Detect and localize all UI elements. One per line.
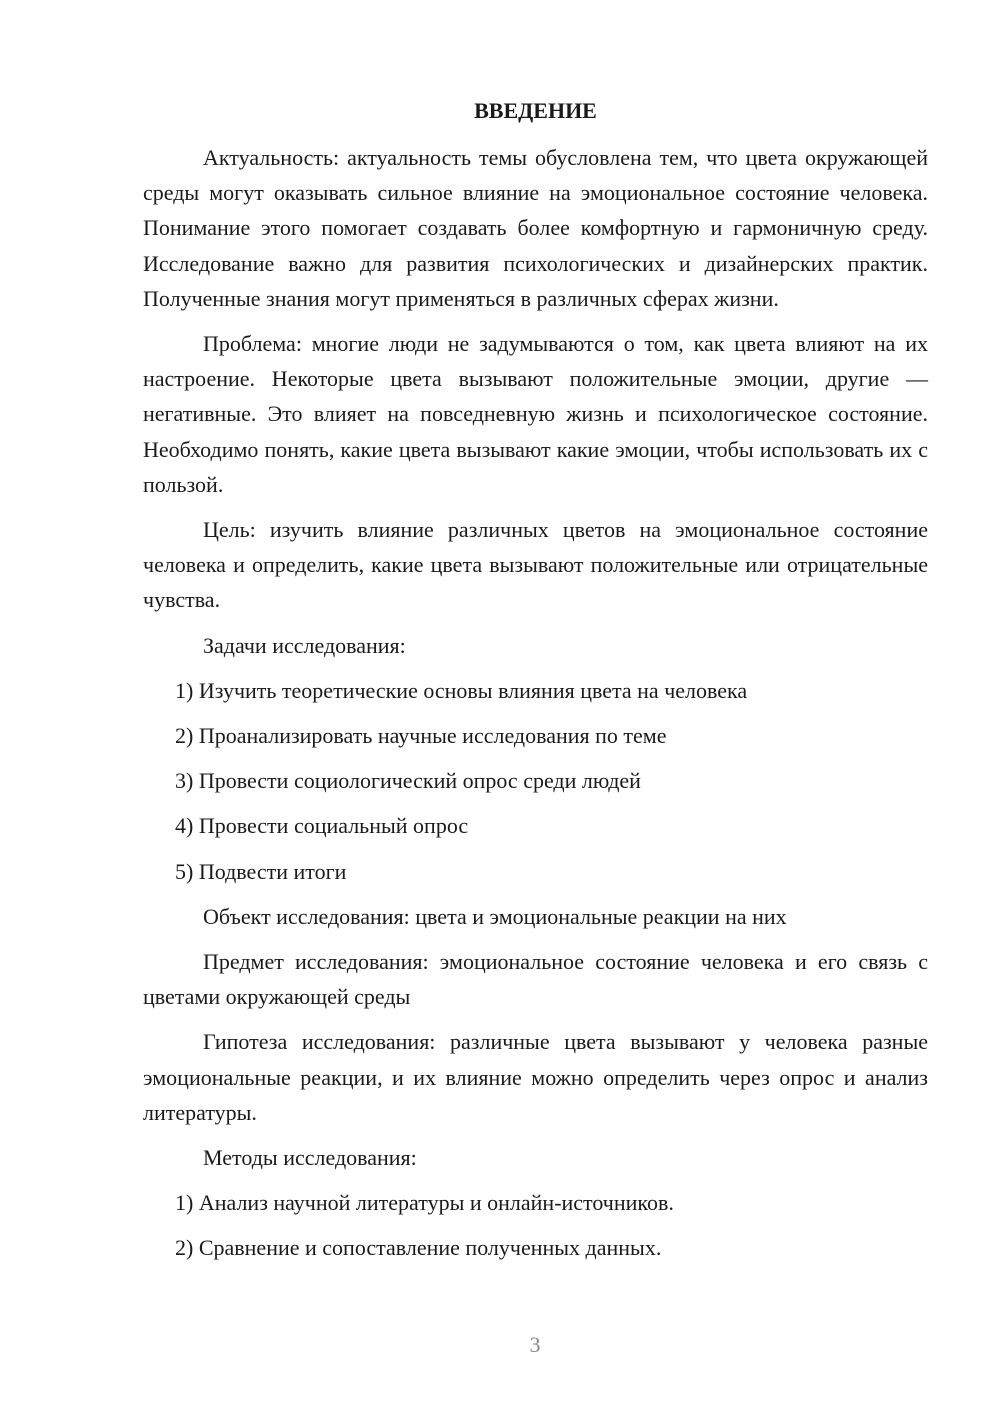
tasks-heading: Задачи исследования: [203,632,406,658]
tasks-list [143,673,928,889]
list-item: 5) Подвести итоги [175,858,347,884]
paragraph-goal: Цель: изучить влияние различных цветов на эмоциональное состояние человека и определить, какие цвета вызывают положительные или отрицательные чувства. [143,517,928,613]
page-title: ВВЕДЕНИЕ [474,98,597,123]
list-item: 1) Изучить теоретические основы влияния цвета на человека [175,677,748,703]
list-item: 3) Провести социологический опрос среди людей [175,768,641,794]
paragraph-object: Объект исследования: цвета и эмоциональные реакции на них [203,903,787,929]
list-item: 2) Сравнение и сопоставление полученных данных. [175,1235,662,1261]
methods-list [143,1185,928,1265]
paragraph-problem: Проблема: многие люди не задумываются о том, как цвета влияют на их настроение. Некоторые цвета вызывают положительные эмоции, другие — негативные. Это влияет на повседневную жизнь и психологическое состояние. Необходимо понять, какие цвета вызывают какие эмоции, чтобы использовать их с пользой. [143,331,928,497]
paragraph-hypothesis: Гипотеза исследования: различные цвета вызывают у человека разные эмоциональные реакции, и их влияние можно определить через опрос и анализ литературы. [143,1029,928,1125]
list-item: 1) Анализ научной литературы и онлайн-источников. [175,1190,674,1216]
paragraph-relevance: Актуальность: актуальность темы обусловлена тем, что цвета окружающей среды могут оказывать сильное влияние на эмоциональное состояние человека. Понимание этого помогает создавать более комфортную и гармоничную среду. Исследование важно для развития психологических и дизайнерских практик. Полученные знания могут применяться в различных сферах жизни. [143,145,928,311]
methods-heading: Методы исследования: [203,1145,417,1171]
paragraph-subject: Предмет исследования: эмоциональное состояние человека и его связь с цветами окружающей среды [143,949,928,1010]
page-number: 3 [529,1332,541,1357]
list-item: 2) Проанализировать научные исследования по теме [175,723,667,749]
document-page [143,94,928,1276]
list-item: 4) Провести социальный опрос [175,813,469,839]
